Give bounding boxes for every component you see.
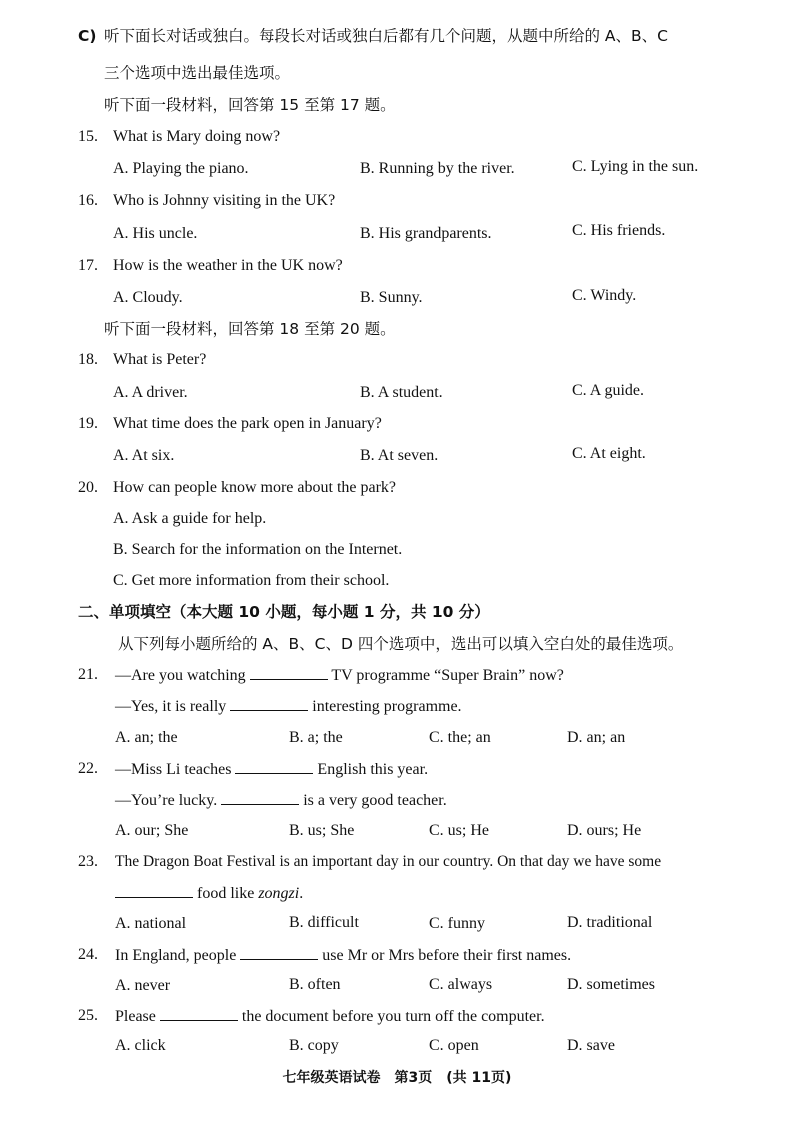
- group-instruction-18-20: 听下面一段材料，回答第 18 至第 20 题。: [104, 320, 396, 338]
- answer-blank: [250, 665, 328, 680]
- question-line: The Dragon Boat Festival is an important day in our country. On that day we have some: [115, 853, 662, 870]
- option-c: C. always: [429, 976, 493, 993]
- option-a: A. Ask a guide for help.: [113, 510, 267, 527]
- option-c: C. A guide.: [572, 382, 645, 399]
- answer-blank: [230, 696, 308, 711]
- question-line: —Miss Li teaches English this year.: [115, 761, 429, 778]
- option-c: C. Get more information from their school.: [113, 572, 390, 589]
- option-c: C. funny: [429, 915, 485, 932]
- group-instruction-15-17: 听下面一段材料，回答第 15 至第 17 题。: [104, 96, 396, 114]
- option-c: C. the; an: [429, 729, 491, 746]
- option-a: A. an; the: [115, 729, 178, 746]
- section-c-label: C): [78, 27, 97, 45]
- option-a: A. our; She: [115, 822, 189, 839]
- option-c: C. Windy.: [572, 287, 637, 304]
- option-a: A. Playing the piano.: [113, 160, 249, 177]
- option-d: D. sometimes: [567, 976, 655, 993]
- question-number: 16.: [78, 192, 98, 209]
- question-number: 21.: [78, 666, 98, 683]
- question-number: 19.: [78, 415, 98, 432]
- option-c: C. open: [429, 1037, 479, 1054]
- option-b: B. a; the: [289, 729, 343, 746]
- option-d: D. save: [567, 1037, 615, 1054]
- question-line: —Yes, it is really interesting programme.: [115, 698, 462, 715]
- question-line: Please the document before you turn off the computer.: [115, 1008, 545, 1025]
- option-d: D. an; an: [567, 729, 626, 746]
- answer-blank: [221, 790, 299, 805]
- option-c: C. us; He: [429, 822, 489, 839]
- answer-blank: [235, 759, 313, 774]
- option-b: B. Search for the information on the Internet.: [113, 541, 403, 558]
- question-text: How is the weather in the UK now?: [113, 257, 343, 274]
- option-c: C. His friends.: [572, 222, 666, 239]
- question-number: 18.: [78, 351, 98, 368]
- option-d: D. traditional: [567, 914, 653, 931]
- question-number: 15.: [78, 128, 98, 145]
- section-c-instruction-line1: 听下面长对话或独白。每段长对话或独白后都有几个问题，从题中所给的 A、B、C: [104, 27, 668, 45]
- question-number: 23.: [78, 853, 98, 870]
- option-a: A. A driver.: [113, 384, 188, 401]
- question-text: How can people know more about the park?: [113, 479, 397, 496]
- question-line: —Are you watching TV programme “Super Brain” now?: [115, 667, 564, 684]
- option-d: D. ours; He: [567, 822, 642, 839]
- option-b: B. often: [289, 976, 341, 993]
- option-b: B. Sunny.: [360, 289, 423, 306]
- question-text: Who is Johnny visiting in the UK?: [113, 192, 336, 209]
- option-b: B. us; She: [289, 822, 355, 839]
- option-a: A. never: [115, 977, 171, 994]
- question-number: 17.: [78, 257, 98, 274]
- question-text: What time does the park open in January?: [113, 415, 382, 432]
- option-b: B. A student.: [360, 384, 443, 401]
- option-a: A. national: [115, 915, 187, 932]
- option-c: C. At eight.: [572, 445, 646, 462]
- question-line: In England, people use Mr or Mrs before their first names.: [115, 947, 572, 964]
- question-number: 22.: [78, 760, 98, 777]
- answer-blank: [160, 1006, 238, 1021]
- answer-blank: [240, 945, 318, 960]
- option-b: B. Running by the river.: [360, 160, 515, 177]
- option-a: A. click: [115, 1037, 166, 1054]
- option-a: A. Cloudy.: [113, 289, 183, 306]
- option-b: B. copy: [289, 1037, 339, 1054]
- option-b: B. His grandparents.: [360, 225, 492, 242]
- answer-blank: [115, 883, 193, 898]
- section-heading: 二、单项填空（本大题 10 小题，每小题 1 分，共 10 分）: [78, 603, 490, 621]
- option-a: A. His uncle.: [113, 225, 198, 242]
- question-text: What is Peter?: [113, 351, 207, 368]
- question-number: 25.: [78, 1007, 98, 1024]
- section-c-instruction-line2: 三个选项中选出最佳选项。: [104, 64, 291, 82]
- option-b: B. At seven.: [360, 447, 439, 464]
- option-c: C. Lying in the sun.: [572, 158, 699, 175]
- question-number: 24.: [78, 946, 98, 963]
- option-b: B. difficult: [289, 914, 359, 931]
- question-line: food like zongzi.: [115, 883, 303, 904]
- section-instruction: 从下列每小题所给的 A、B、C、D 四个选项中，选出可以填入空白处的最佳选项。: [118, 635, 684, 653]
- page-footer: 七年级英语试卷 第3页 (共 11页): [282, 1070, 512, 1086]
- question-number: 20.: [78, 479, 98, 496]
- option-a: A. At six.: [113, 447, 175, 464]
- question-text: What is Mary doing now?: [113, 128, 281, 145]
- question-line: —You’re lucky. is a very good teacher.: [115, 792, 447, 809]
